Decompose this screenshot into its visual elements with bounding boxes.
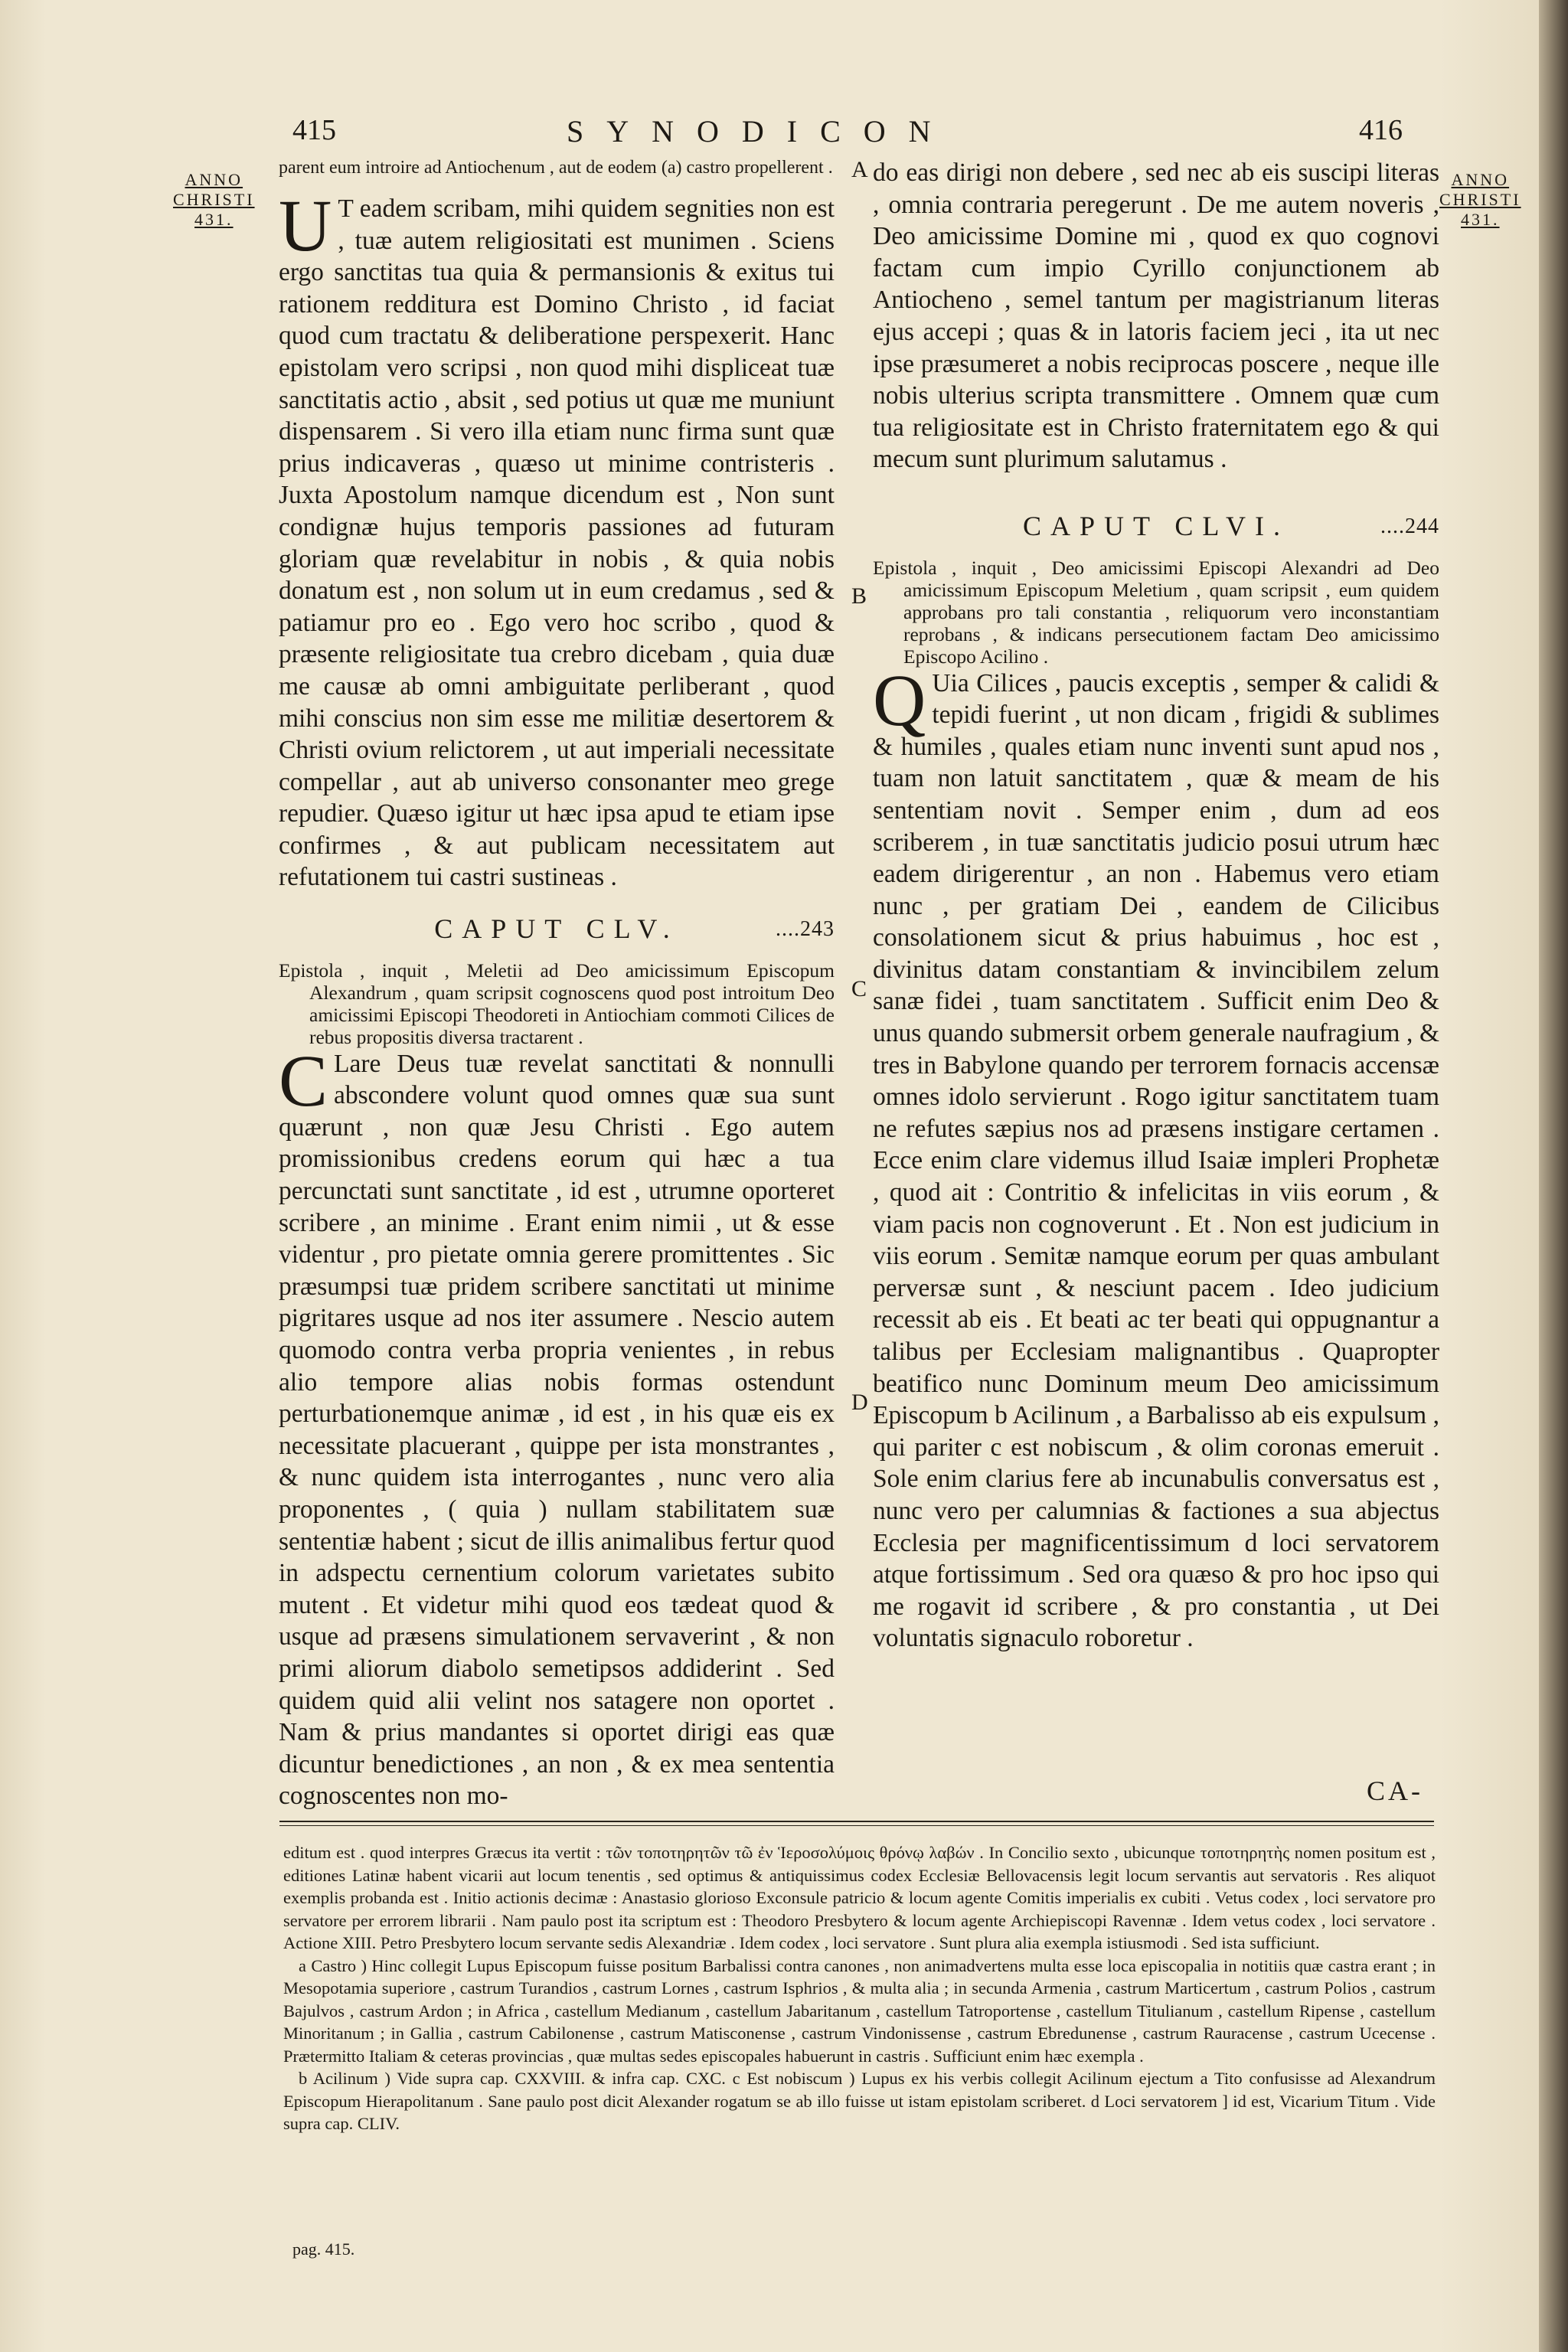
chapter-title-clvi: CAPUT CLVI. (1022, 510, 1290, 541)
book-gutter (1539, 0, 1568, 2352)
footnote-b-c-d: b Acilinum ) Vide supra cap. CXXVIII. & infra cap. CXC. c Est nobiscum ) Lupus ex his verbis collegit Acilinum ejectum a Tito confusisse ad Alexandrum Episcopum Hierapolitanum . Sane paulo post dicit Alexander rogatum se ab illo fuisse ut istam epistolam scriberet. d Loci servatorem ] id est, Vicarium Titum . Vide supra cap. CLIV. (283, 2069, 1436, 2133)
drop-cap-u: U (279, 185, 332, 266)
margin-note-year-left: ANNO CHRISTI 431. (173, 170, 255, 229)
section-letter-d: D (851, 1390, 868, 1415)
right-paragraph-2-text: Uia Cilices , paucis exceptis , semper & calidi & tepidi fuerint , ut non dicam , frigidi & sublimes & humiles , quales etiam nunc inventi sunt apud nos , tuam non latuit sanctitatem , quæ & meam de his sententiam novit . Semper enim , dum ad eos scriberem , in tuæ sanctitatis judicio posui utrum hæc eadem dirigerentur , an non . Habemus vero etiam nunc , per gratiam Dei , eandem de Cilicibus consolationem sicut & prius habuimus , hoc est , divinitus datam constantiam & invincibilem zelum sanæ fidei , tuam sanctitatem . Sufficit enim Deo & unus quando submersit orbem generale naufragium , & tres in Babylone quando per terrorem fornacis accensæ omnes idolo servierunt . Rogo igitur sanctitatem tuam ne refutes sæpius nos ad præsens instigare certamen . Ecce enim clare videmus illud Isaiæ impleri Prophetæ , quod ait : Contritio & infelicitas in viis eorum , & viam pacis non cognoverunt . Et . Non est judicium in viis eorum . Semitæ namque eorum per quas ambulant perversæ sunt , & nesciunt pacem . Ideo judicium recessit ab eis . Et beati ac ter beati qui oppugnantur a talibus per Ecclesiam malignantibus . Quapropter beatifico nunc Dominum meum Deo amicissimum Episcopum b Acilinum , a Barbalisso ab eis expulsum , qui pariter c est nobiscum , & olim coronas emeruit . Sole enim clarius fere ab incunabulis conversatus est , nunc vero per calumnias & factiones a sua abjectus Ecclesia per magnificentissimum d loci servatorem atque fortissimum . Sed ora quæso & pro hoc ipso qui me rogavit id scribere , & pro constantia , ut Dei voluntatis signaculo roboretur . (873, 668, 1439, 1653)
left-paragraph-1 (279, 185, 835, 893)
chapter-heading-clvi (873, 511, 1439, 543)
left-column (279, 157, 835, 1812)
left-opening: parent eum introire ad Antiochenum , aut de eodem (a) castro propellerent . (279, 158, 833, 178)
right-column (873, 157, 1439, 1655)
page-number-right: 416 (1359, 114, 1403, 146)
footnote-a: a Castro ) Hinc collegit Lupus Episcopum fuisse positum Barbalissi contra canones , non animadvertens multa esse loca episcopalia in notitiis quæ castra erant ; in Mesopotamia superiore , castrum Turandios , castrum Lornes , castrum Isphrios , & multa alia ; in secunda Armenia , castrum Marticertum , castrum Polios , castrum Bajulvos , castrum Ardon ; in Africa , castellum Medianum , castellum Jabaritanum , castellum Tatroportense , castellum Titulianum , castellum Ripense , castellum Minoritanum ; in Gallia , castrum Cabilonense , castrum Matisconense , castrum Vindonissense , castrum Ebredunense , castrum Rauracense , castrum Ucecense . Prætermitto Italiam & ceteras provincias , quæ multas sedes episcopales habuerunt in castris . Sufficiunt enim hæc exempla . (283, 1955, 1436, 2066)
margin-note-year-right: ANNO CHRISTI 431. (1439, 170, 1521, 229)
running-title: SYNODICON (567, 114, 954, 149)
footnote-continued: editum est . quod interpres Græcus ita vertit : τῶν τοποτηρητῶν τῶ ἐν Ἱεροσολύμοις θρόνῳ λαβών . In Concilio sexto , ubicunque τοποτηρητὴς nomen positum est , editiones Latinæ habent vicarii aut locum tenentis , sed optimus & antiquissimus codex Ecclesiæ Bellovacensis legit locum servantis aut servatoris . Res aliquot exemplis probanda est . Initio actionis decimæ : Anastasio glorioso Exconsule patricio & locum agente Comitis imperialis ex cubiti . Vetus codex , loci servatore pro servatore per errorem librarii . Nam paulo post ita scriptum est : Theodoro Presbytero & locum agente Archiepiscopi Ravennæ . Idem vetus codex , loci servatore . Actione XIII. Petro Presbytero locum servante sedis Alexandriæ . Idem codex , loci servatore . Sunt plura alia exempla istiusmodi . Sed ista sufficiunt. (283, 1843, 1436, 1952)
chapter-summary-clvi: Epistola , inquit , Deo amicissimi Episcopi Alexandri ad Deo amicissimum Episcopum Meletium , quam scripsit , eum quidem approbans pro tali constantia , reliquorum vero inconstantiam reprobans , & indicans persecutionem factam Deo amicissimo Episcopo Acilino . (873, 556, 1439, 668)
right-paragraph-1: do eas dirigi non debere , sed nec ab eis suscipi literas , omnia contraria peregerunt . De me autem noveris , Deo amicissime Domine mi , quod ex quo cognovi factam cum impio Cyrillo conjunctionem ab Antiocheno , semel tantum per magistrianum literas ejus accepi ; quas & in latoris faciem jeci , ita ut nec ipse præsumeret a nobis reciprocas poscere , neque ille nobis ulterius scripta transmittere . Omnem quæ cum tua religiositate est in Christo fraternitatem ego & qui mecum sunt plurimum salutamus . (873, 158, 1439, 474)
left-paragraph-1-text: T eadem scribam, mihi quidem segnities non est , tuæ autem religiositati est munimen . Sciens ergo sanctitas tua quia & permansionis & exitus tui rationem redditura est Domino Christo , id faciat quod cum tractatu & deliberatione perspexerit. Hanc epistolam vero scripsi , non quod mihi displiceat tuæ sanctitatis actio , absit , sed potius ut quæ me muniunt dispensarem . Si vero illa etiam nunc firma sunt quæ prius indicaveras , quæso ut minime contristeris . Juxta Apostolum namque dicendum est , Non sunt condignæ hujus temporis passiones ad futuram gloriam quæ revelabitur in nobis , & quia nobis donatum est , non solum ut in eum credamus , sed & patiamur pro eo . Ego vero hoc scribo , quod & præsente religiositate tua crebro dicebam , quia duæ me causæ ab omni ambiguitate perliberant , quod mihi conscius non sim esse me militiæ desertorem & Christi ovium relictorem , ut aut imperiali necessitate compellar , aut ab universo consonanter meo grege repudier. Quæso igitur ut hæc ipsa apud te etiam ipse confirmes , & aut publicam necessitatem aut refutationem tui castri sustineas . (279, 194, 835, 892)
chapter-heading-clv (279, 913, 835, 946)
chapter-title-clv: CAPUT CLV. (434, 913, 679, 945)
footnotes (283, 1841, 1436, 2135)
section-letter-a: A (851, 157, 868, 182)
section-letter-c: C (851, 976, 867, 1001)
drop-cap-q: Q (873, 658, 926, 741)
drop-cap-c: C (279, 1039, 328, 1122)
section-letter-b: B (851, 583, 867, 609)
left-paragraph-2-text: Lare Deus tuæ revelat sanctitati & nonnulli abscondere volunt quod omnes quæ sua sunt quærunt , non quæ Jesu Christi . Ego autem promissionibus credens eorum qui hæc a tua percunctati sunt sanctitate , id est , utrumne oporteret scribere , an minime . Erant enim nimii , ut & esse videntur , pro pietate omnia gerere promittentes . Sic præsumpsi tuæ pridem scribere sanctitati ut minime pigritares usque ad nos iter assumere . Nescio autem quomodo contra verba propria venientes , in rebus alio tempore alias nobis formas ostendunt perturbationemque animæ , id est , in his quæ eis ex necessitate placuerant , quippe per ista monstrantes , & nunc quidem ista interrogantes , nunc vero alia proponentes , ( quia ) nullam stabilitatem suæ sententiæ habent ; sicut de illis animalibus fertur quod in adspectu cernentium colorum varietates subito mutent . Et videtur mihi quod eos tædeat quod & usque ad præsens simulationem servaverint , & non primi aliorum diabolo semetipsos addiderint . Sed quidem quid alii velint nos satagere non oportet . Nam & prius mandantes si oportet dirigi eas quæ dicuntur benedictiones , an non , & ex mea sententia cognoscentes non mo- (279, 1049, 835, 1811)
chapter-number-243: ....243 (776, 917, 835, 942)
chapter-number-244: ....244 (1380, 514, 1439, 538)
footnote-rule-top (279, 1821, 1434, 1822)
right-paragraph-2 (873, 658, 1439, 1655)
footnote-rule-bottom (279, 1825, 1434, 1826)
left-paragraph-2 (279, 1039, 835, 1812)
chapter-summary-clv: Epistola , inquit , Meletii ad Deo amicissimum Episcopum Alexandrum , quam scripsit cognoscens quod post introitum Deo amicissimi Episcopi Theodoreti in Antiochiam commoti Cilices de rebus propositis diversa tractarent . (279, 959, 835, 1048)
page-reference: pag. 415. (292, 2239, 355, 2259)
page-number-left: 415 (292, 114, 336, 146)
catchword: CA- (1367, 1775, 1423, 1806)
